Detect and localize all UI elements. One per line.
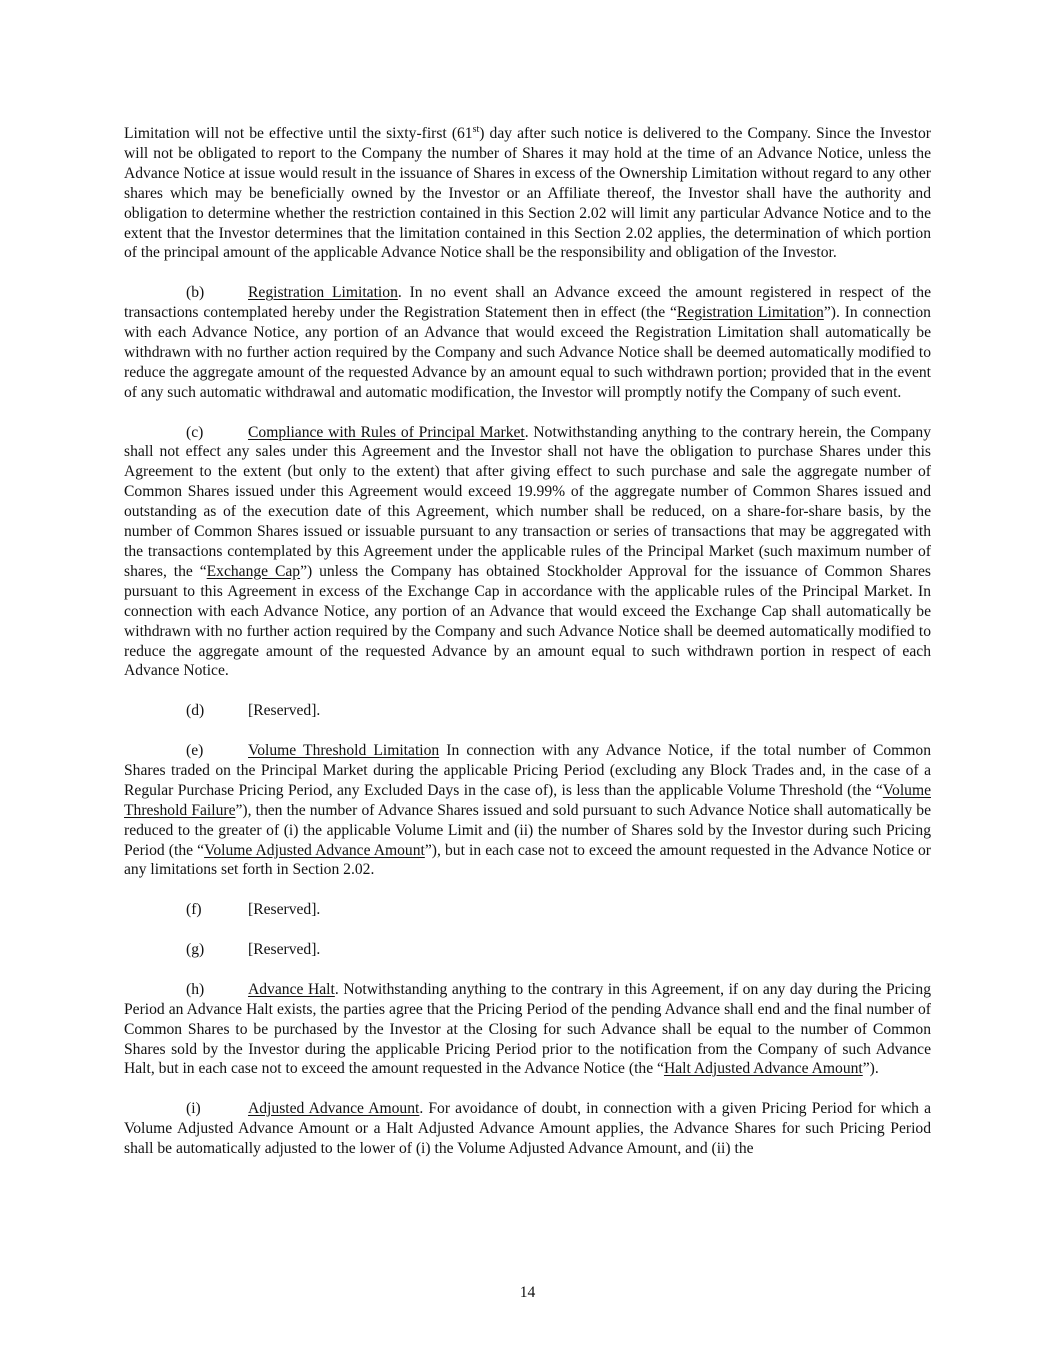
- section-paragraph-c: [124, 423, 931, 682]
- defined-term: Volume Threshold Limitation: [248, 742, 440, 760]
- paragraph-text: ”).: [862, 1060, 879, 1078]
- paragraph-marker: (c): [186, 423, 204, 441]
- paragraph-text: . Notwithstanding anything to the contrary herein, the Company shall not effect any sales under this Agreement and the Investor shall not have the obligation to purchase Shares under this Agreement to the extent (but only to the extent) that after giving effect to such purchase and sale the aggregate number of Common Shares issued under this Agreement would exceed 19.99% of the aggregate number of Common Shares issued and outstanding as of the execution date of this Agreement, which number shall be reduced, on a share-for-share basis, by the number of Common Shares issued or issuable pursuant to any transaction or series of transactions that may be aggregated with the transactions contemplated by this Agreement under the applicable rules of the Principal Market (such maximum number of shares, the “: [124, 423, 931, 580]
- paragraph-marker: (f): [186, 901, 202, 919]
- paragraph-text: . For avoidance of doubt, in connection with a given Pricing Period for which a Volume Adjusted Advance Amount or a Halt Adjusted Advance Amount applies, the Advance Shares for such Pricing Period shall be automatically adjusted to the lower of (i) the Volume Adjusted Advance Amount, and (ii) the: [124, 1100, 931, 1158]
- paragraph-marker: (b): [186, 284, 205, 302]
- superscript: st: [472, 123, 480, 135]
- paragraph-continuation: [124, 124, 931, 263]
- paragraph-marker: (h): [186, 980, 205, 998]
- defined-term: Halt Adjusted Advance Amount: [663, 1060, 863, 1078]
- paragraph-marker: (g): [186, 941, 205, 959]
- defined-term: Registration Limitation: [676, 304, 824, 322]
- section-paragraph-e: [124, 741, 931, 880]
- section-paragraph-d: [124, 701, 931, 721]
- paragraph-text: ”), but in each case not to exceed the amount requested in the Advance Notice or any limitations set forth in Section 2.02.: [124, 841, 931, 879]
- paragraph-text: ”). In connection with each Advance Notice, any portion of an Advance that would exceed the Registration Limitation shall automatically be withdrawn with no further action required by the Company and such Advance Notice shall be deemed automatically modified to reduce the aggregate amount of the requested Advance by an amount equal to such withdrawn portion; provided that in the event of any such automatic withdrawal and automatic modification, the Investor will promptly notify the Company of such event.: [124, 304, 931, 401]
- defined-term: Registration Limitation: [248, 284, 398, 302]
- paragraph-text: Limitation will not be effective until the sixty-first (61: [124, 125, 473, 142]
- document-page: [124, 124, 931, 1159]
- page-number: 14: [519, 1284, 536, 1301]
- paragraph-text: ”) unless the Company has obtained Stockholder Approval for the issuance of Common Shares pursuant to this Agreement in excess of the Exchange Cap in accordance with the applicable rules of the Principal Market. In connection with each Advance Notice, any portion of an Advance that would exceed the Exchange Cap shall automatically be withdrawn with no further action required by the Company and such Advance Notice shall be deemed automatically modified to reduce the aggregate amount of the requested Advance by an amount equal to such withdrawn portion in respect of each Advance Notice.: [124, 562, 931, 680]
- paragraph-text: . In no event shall an Advance exceed the amount registered in respect of the transactions contemplated hereby under the Registration Statement then in effect (the “: [124, 284, 931, 322]
- section-paragraph-f: [124, 900, 931, 920]
- section-paragraph-b: [124, 283, 931, 402]
- paragraph-text: ”), then the number of Advance Shares issued and sold pursuant to such Advance Notice shall automatically be reduced to the greater of (i) the applicable Volume Limit and (ii) the number of Shares sold by the Investor during such Pricing Period (the “: [124, 801, 932, 859]
- paragraph-text: [Reserved].: [248, 702, 321, 720]
- defined-term: Adjusted Advance Amount: [248, 1100, 420, 1118]
- defined-term: Volume Adjusted Advance Amount: [204, 841, 425, 859]
- defined-term: Exchange Cap: [206, 562, 301, 580]
- paragraph-text: [Reserved].: [248, 901, 321, 919]
- paragraph-marker: (d): [186, 702, 205, 720]
- section-paragraph-g: [124, 940, 931, 960]
- document-body: [124, 124, 931, 1159]
- paragraph-text: . Notwithstanding anything to the contrary in this Agreement, if on any day during the Pricing Period an Advance Halt exists, the parties agree that the Pricing Period of the pending Advance shall end and the final number of Common Shares to be purchased by the Investor at the Closing for such Advance shall be equal to the number of Common Shares sold by the Investor during the applicable Pricing Period prior to the notification from the Company of such Advance Halt, but in each case not to exceed the amount requested in the Advance Notice (the “: [124, 980, 931, 1078]
- defined-term: Compliance with Rules of Principal Market: [248, 423, 525, 441]
- paragraph-text: ) day after such notice is delivered to the Company. Since the Investor will not be obligated to report to the Company the number of Shares it may hold at the time of an Advance Notice, unless the Advance Notice at issue would result in the issuance of Shares in excess of the Ownership Limitation without regard to any other shares which may be beneficially owned by the Investor or an Affiliate thereof, the Investor shall have the authority and obligation to determine whether the restriction contained in this Section 2.02 will limit any particular Advance Notice and to the extent that the Investor determines that the limitation contained in this Section 2.02 applies, the determination of which portion of the principal amount of the applicable Advance Notice shall be the responsibility and obligation of the Investor.: [124, 125, 931, 262]
- paragraph-marker: (e): [186, 742, 204, 760]
- section-paragraph-i: [124, 1099, 931, 1159]
- section-paragraph-h: [124, 980, 931, 1080]
- paragraph-text: In connection with any Advance Notice, if the total number of Common Shares traded on the Principal Market during the applicable Pricing Period (excluding any Block Trades and, in the case of a Regular Purchase Pricing Period, any Excluded Days in the case of), is less than the applicable Volume Threshold (the “: [124, 742, 931, 799]
- paragraph-marker: (i): [186, 1100, 201, 1118]
- paragraph-text: [Reserved].: [248, 941, 321, 959]
- defined-term: Volume Threshold Failure: [124, 781, 931, 819]
- defined-term: Advance Halt: [248, 980, 335, 998]
